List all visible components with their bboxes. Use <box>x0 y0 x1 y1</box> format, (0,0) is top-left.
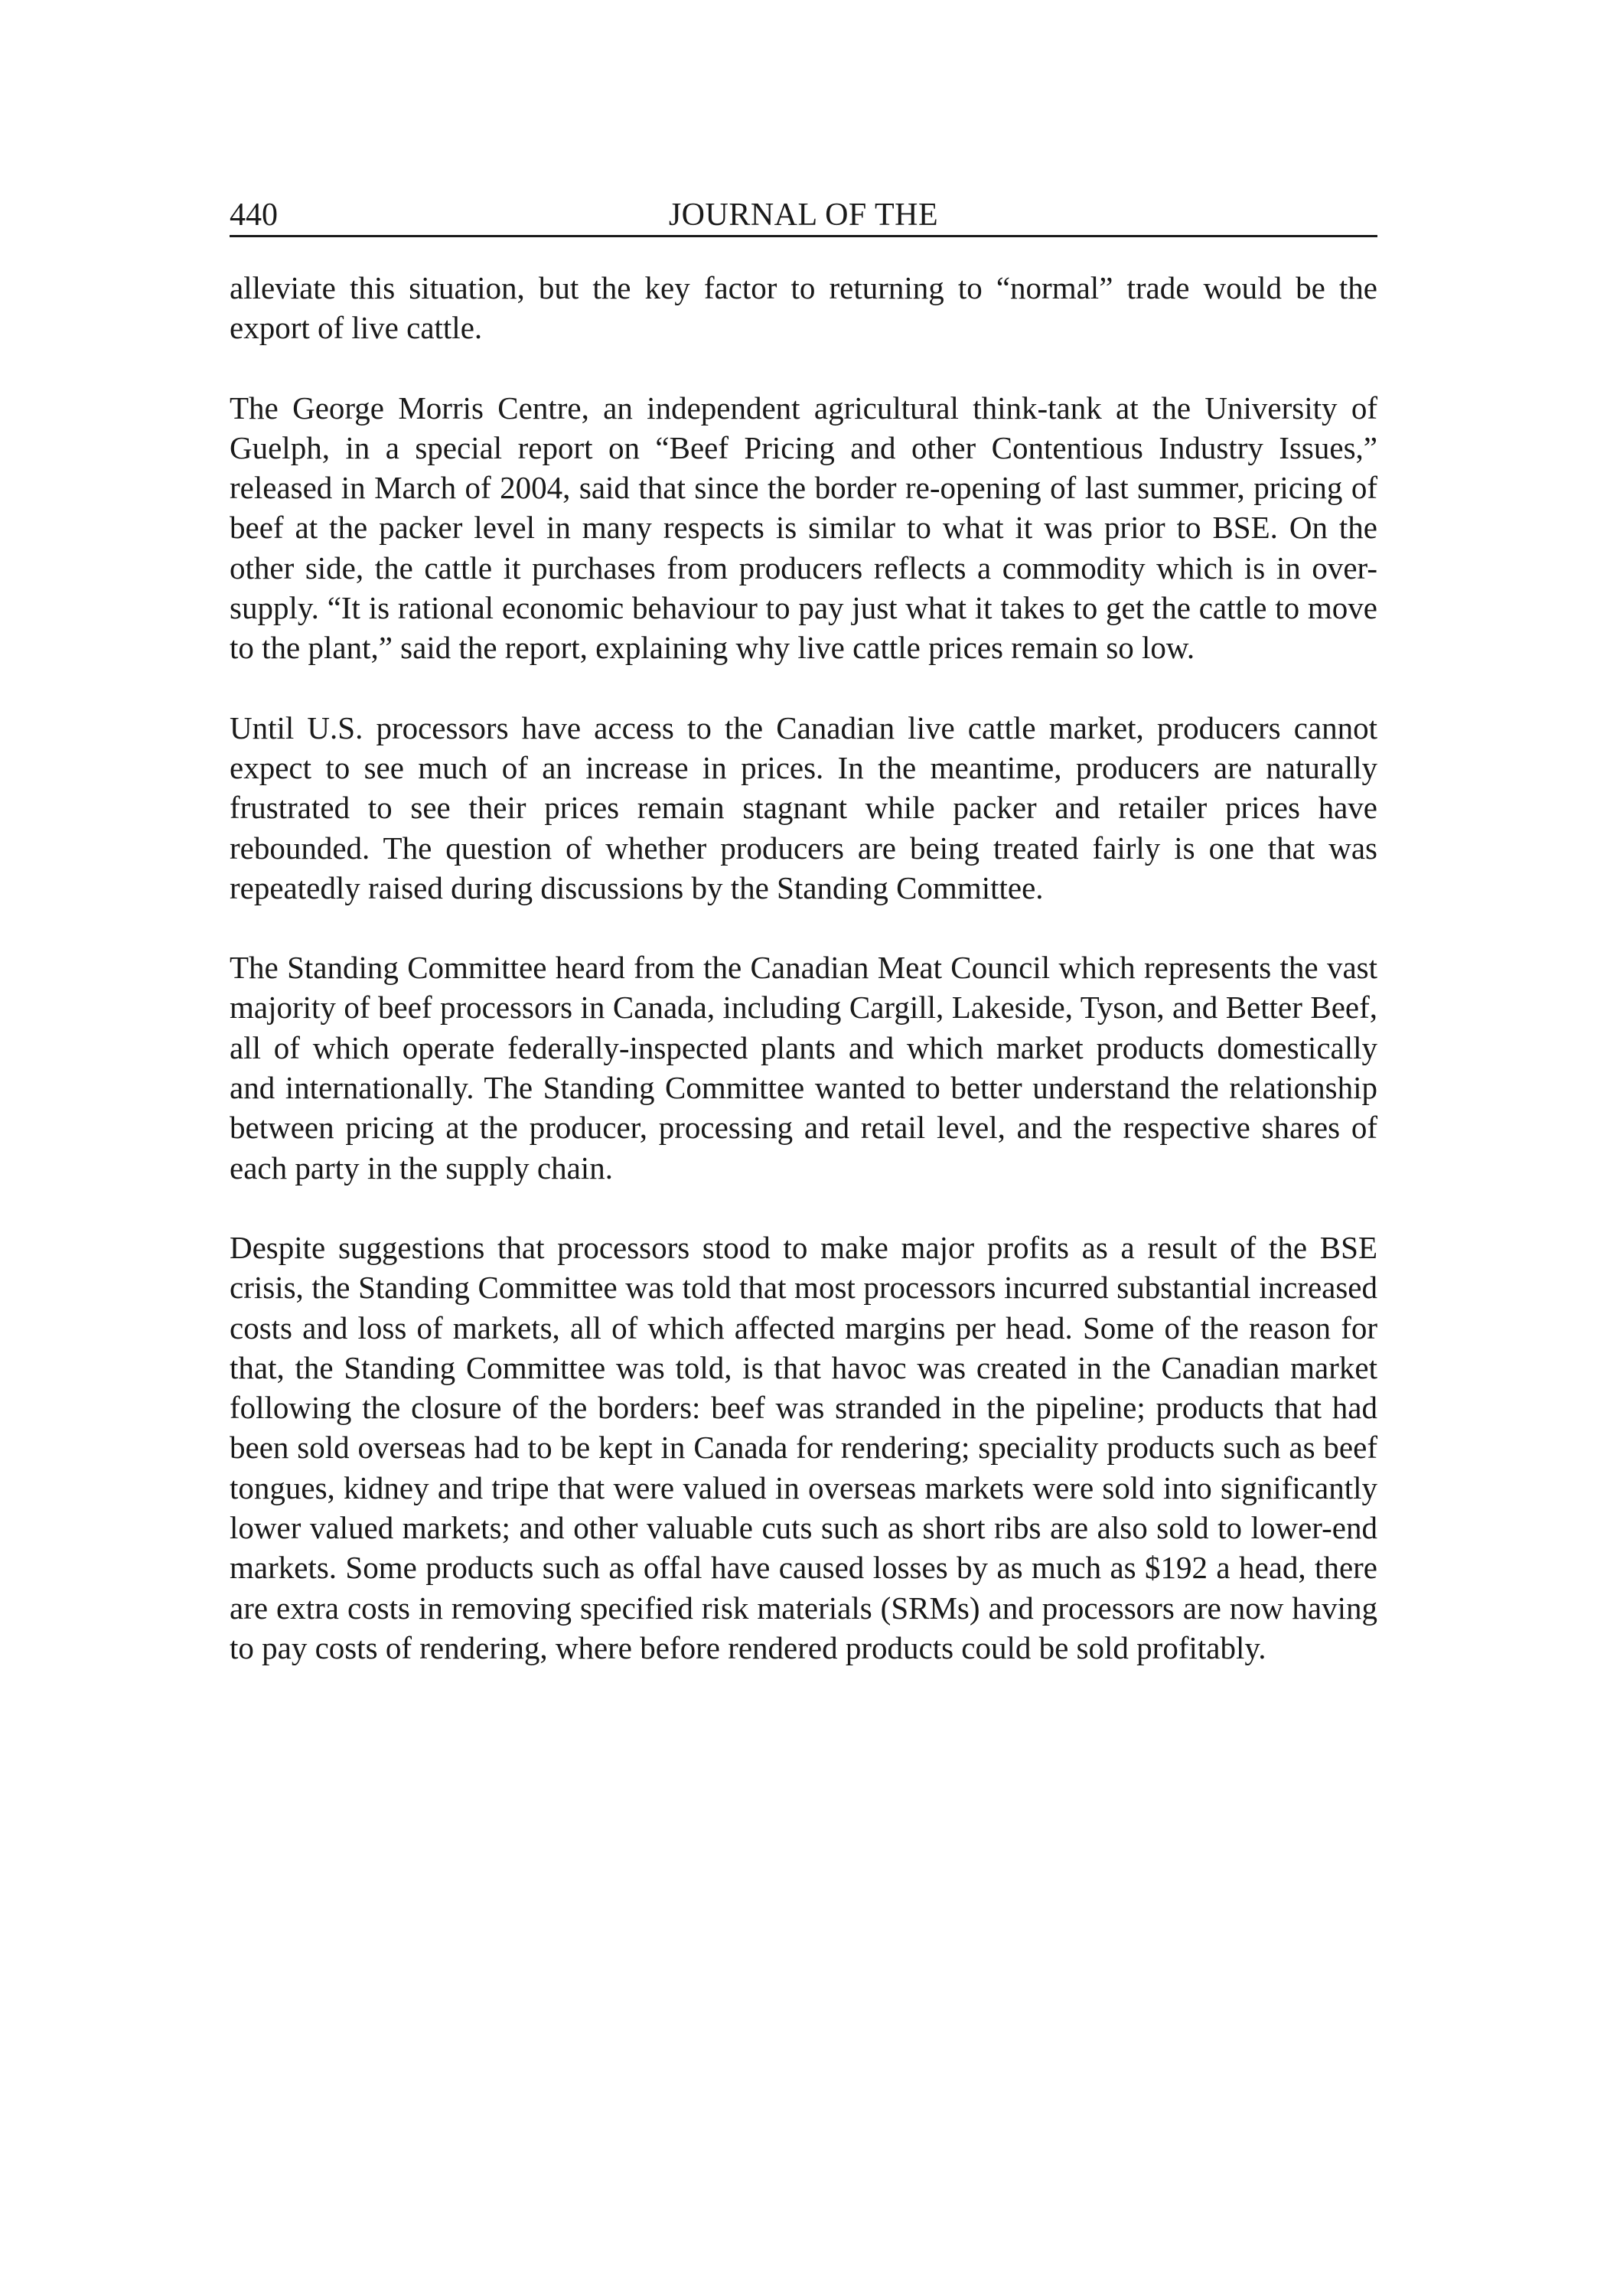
journal-title: JOURNAL OF THE <box>668 197 939 233</box>
journal-page <box>230 195 1377 1668</box>
paragraph-continued: alleviate this situation, but the key factor to returning to “normal” trade would be the export of live cattle. <box>230 270 1377 346</box>
running-header <box>230 195 1377 237</box>
paragraph-us-processors: Until U.S. processors have access to the Canadian live cattle market, producers cannot expect to see much of an increase in prices. In the meantime, producers are naturally frustrated to see their prices remain stagnant while packer and retailer prices have rebounded. The question of whether producers are being treated fairly is one that was repeatedly raised during discussions by the Standing Committee. <box>230 709 1377 905</box>
paragraph-canadian-meat-council: The Standing Committee heard from the Canadian Meat Council which represents the vast majority of beef processors in Canada, including Cargill, Lakeside, Tyson, and Better Beef, all of which operate federally-inspected plants and which market products domestically and internationally. The Standing Committee wanted to better understand the relationship between pricing at the producer, processing and retail level, and the respective shares of each party in the supply chain. <box>230 950 1377 1186</box>
page-number: 440 <box>230 197 278 233</box>
body-text <box>230 268 1377 1668</box>
paragraph-george-morris-centre: The George Morris Centre, an independent agricultural think-tank at the University of Guelph, in a special report on “Beef Pricing and other Contentious Industry Issues,” released in March of 2004, said that since the border re-opening of last summer, pricing of beef at the packer level in many respects is similar to what it was prior to BSE. On the other side, the cattle it purchases from producers reflects a commodity which is in over-supply. “It is rational economic behaviour to pay just what it takes to get the cattle to move to the plant,” said the report, explaining why live cattle prices remain so low. <box>230 390 1377 666</box>
paragraph-processor-costs: Despite suggestions that processors stood to make major profits as a result of the BSE crisis, the Standing Committee was told that most processors incurred substantial increased costs and loss of markets, all of which affected margins per head. Some of the reason for that, the Standing Committee was told, is that havoc was created in the Canadian market following the closure of the borders: beef was stranded in the pipeline; products that had been sold overseas had to be kept in Canada for rendering; speciality products such as beef tongues, kidney and tripe that were valued in overseas markets were sold into significantly lower valued markets; and other valuable cuts such as short ribs are also sold to lower-end markets. Some products such as offal have caused losses by as much as $192 a head, there are extra costs in removing specified risk materials (SRMs) and processors are now having to pay costs of rendering, where before rendered products could be sold profitably. <box>230 1229 1377 1665</box>
